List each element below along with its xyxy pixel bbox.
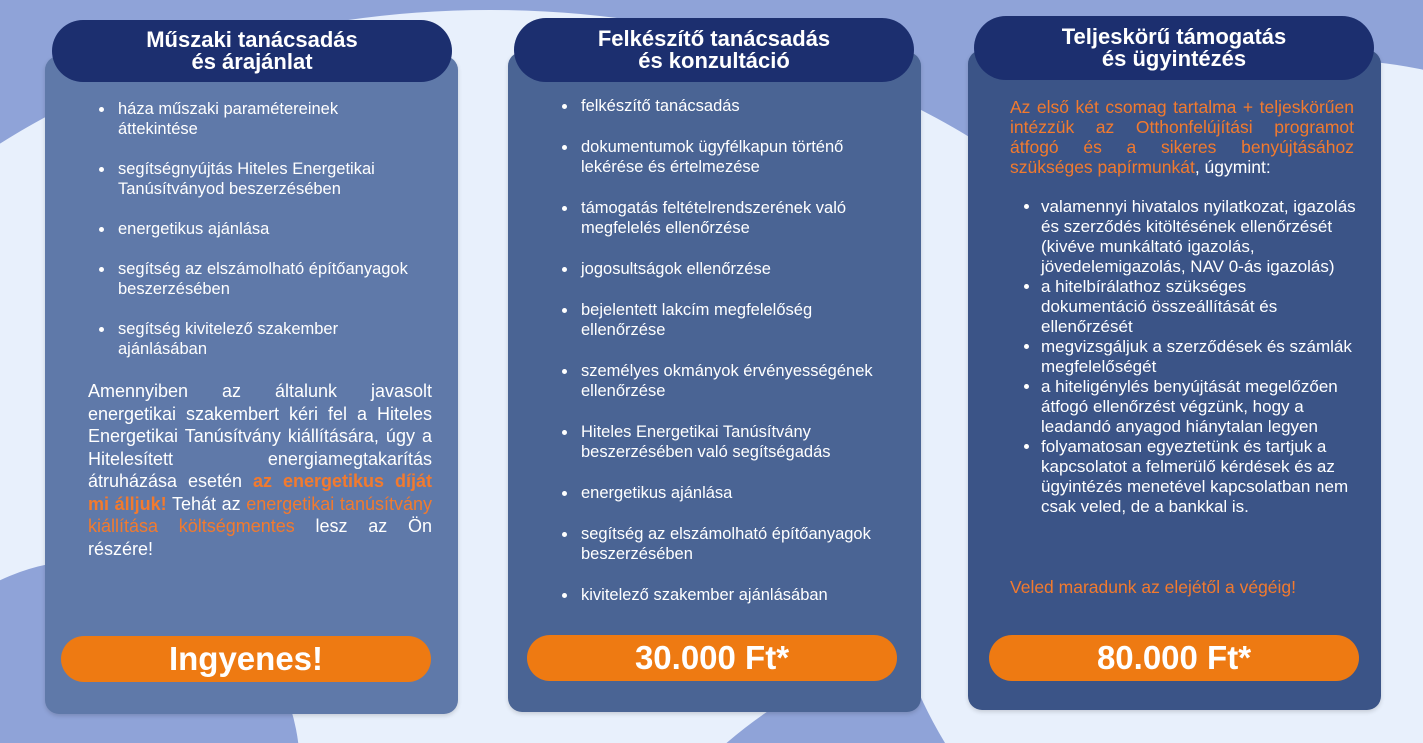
intro-text: , úgymint: [1194, 157, 1271, 177]
list-item: energetikus ajánlása [118, 219, 418, 239]
list-item: felkészítő tanácsadás [581, 96, 881, 116]
feature-list-consulting [581, 96, 881, 626]
note-text: lesz az Ön részére! [88, 516, 432, 559]
list-item: folyamatosan egyeztetünk és tartjuk a kapcsolatot a felmerülő kérdések és az ügyintézés menetével kapcsolatban nem csak veled, de a bankkal is. [1041, 437, 1356, 517]
feature-list-full-support [1041, 197, 1356, 517]
price-button-free[interactable]: Ingyenes! [61, 636, 431, 682]
list-item: Hiteles Energetikai Tanúsítvány beszerzésében való segítségadás [581, 422, 881, 462]
list-item: valamennyi hivatalos nyilatkozat, igazolás és szerződés kitöltésének ellenőrzését (kivéve munkáltató igazolás, jövedelemigazolás, NAV 0-ás igazolás) [1041, 197, 1356, 276]
price-button-full-support[interactable]: 80.000 Ft* [989, 635, 1359, 681]
list-item: háza műszaki paramétereinek áttekintése [118, 99, 418, 139]
feature-list-technical [118, 99, 418, 379]
list-item: személyes okmányok érvényességének ellenőrzése [581, 361, 881, 401]
title-line: Felkészítő tanácsadás [597, 26, 831, 51]
package-title-consulting [514, 18, 914, 82]
list-item: segítségnyújtás Hiteles Energetikai Tanúsítványod beszerzésében [118, 159, 418, 199]
note-text: Tehát az [166, 493, 247, 514]
list-item: segítség az elszámolható építőanyagok beszerzésében [581, 524, 881, 564]
note-highlight: energetikai tanúsítvány kiállítása költségmentes [88, 493, 432, 536]
list-item: energetikus ajánlása [581, 483, 881, 503]
title-line: és ügyintézés [1101, 46, 1247, 71]
list-item: segítség kivitelező szakember ajánlásában [118, 319, 418, 359]
list-item: bejelentett lakcím megfelelőség ellenőrzése [581, 300, 881, 340]
list-item: kivitelező szakember ajánlásában [581, 585, 881, 605]
list-item: a hiteligénylés benyújtását megelőzően átfogó ellenőrzést végzünk, hogy a leadandó anyagod hiánytalan legyen [1041, 377, 1356, 437]
list-item: támogatás feltételrendszerének való megfelelés ellenőrzése [581, 198, 881, 238]
full-support-outro: Veled maradunk az elejétől a végéig! [1010, 577, 1297, 597]
price-button-consulting[interactable]: 30.000 Ft* [527, 635, 897, 681]
full-support-intro [1010, 97, 1354, 177]
package-title-full-support [974, 16, 1374, 80]
title-line: és konzultáció [638, 48, 790, 73]
note-text: Amennyiben az általunk javasolt energetikai szakembert kéri fel a Hiteles Energetikai Tanúsítvány kiállítására, úgy a Hitelesített energiamegtakarítás átruházása esetén [88, 381, 432, 491]
title-line: Műszaki tanácsadás [146, 27, 358, 52]
package-title-technical [52, 20, 452, 82]
note-highlight: az energetikus díját mi álljuk! [88, 471, 432, 514]
title-line: Teljeskörű támogatás [1061, 24, 1287, 49]
energy-certificate-note [88, 380, 432, 560]
intro-highlight: Az első két csomag tartalma + teljeskörűen intézzük az Otthonfelújítási programot átfogó és a sikeres benyújtásához szükséges papírmunkát [1010, 97, 1354, 177]
title-line: és árajánlat [191, 49, 313, 74]
list-item: dokumentumok ügyfélkapun történő lekérése és értelmezése [581, 137, 881, 177]
list-item: segítség az elszámolható építőanyagok beszerzésében [118, 259, 418, 299]
list-item: jogosultságok ellenőrzése [581, 259, 881, 279]
list-item: a hitelbírálathoz szükséges dokumentáció összeállítását és ellenőrzését [1041, 277, 1356, 337]
list-item: megvizsgáljuk a szerződések és számlák megfelelőségét [1041, 337, 1356, 377]
